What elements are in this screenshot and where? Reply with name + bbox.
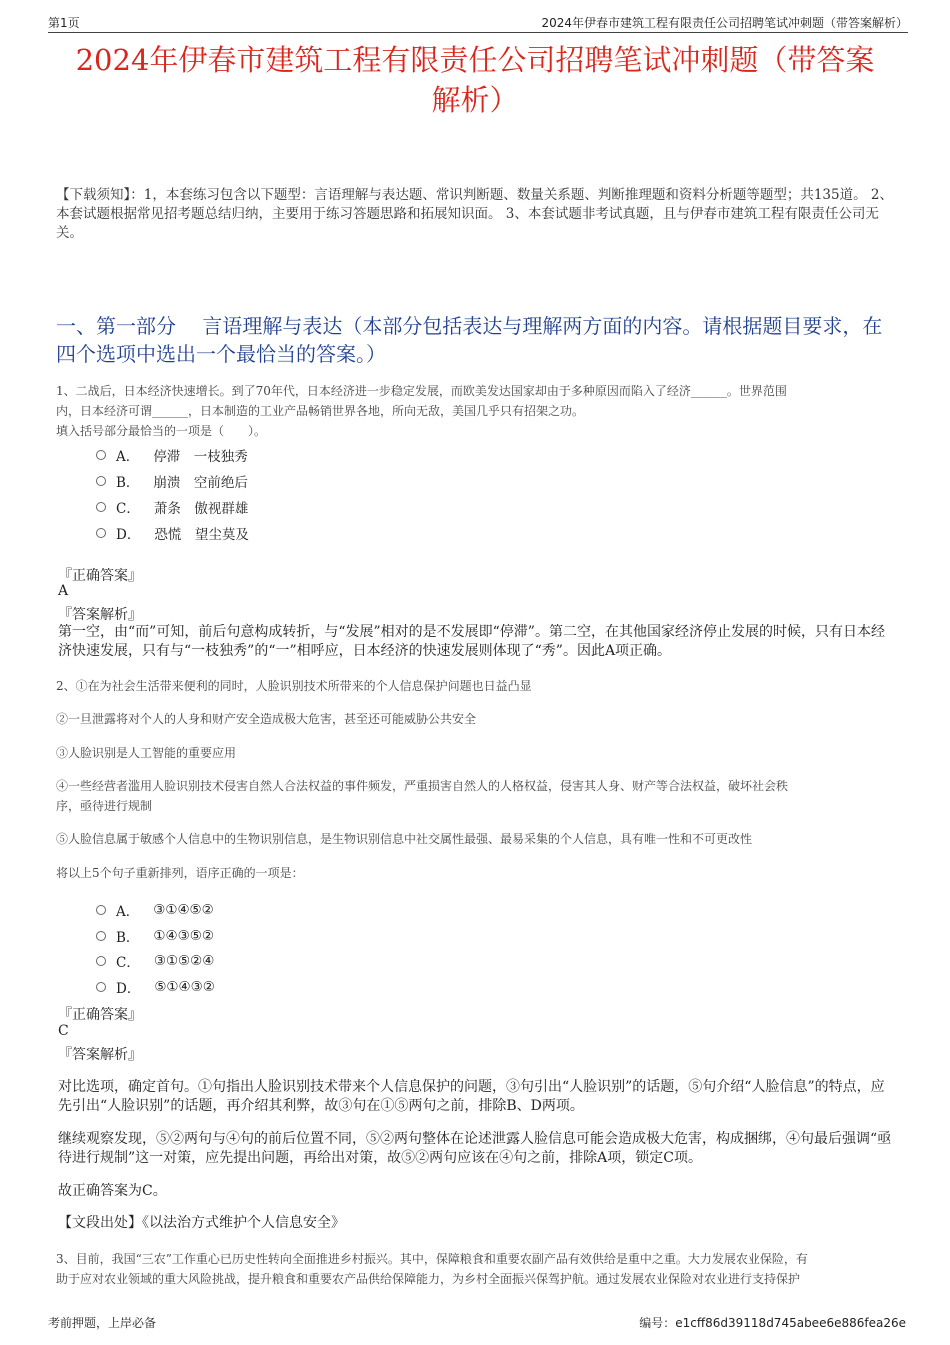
header-doc-title: 2024年伊春市建筑工程有限责任公司招聘笔试冲刺题（带答案解析） bbox=[541, 16, 908, 30]
q1-option-d[interactable]: D． 恐慌 望尘莫及 bbox=[96, 523, 249, 543]
q1-answer: A bbox=[58, 583, 69, 599]
q2-option-c[interactable]: C． ③①⑤②④ bbox=[96, 951, 214, 971]
q1-answer-label: 『正确答案』 bbox=[58, 568, 142, 584]
q2-option-a[interactable]: A． ③①④⑤② bbox=[96, 900, 214, 920]
header-page-number: 第1页 bbox=[48, 16, 80, 30]
radio-icon[interactable] bbox=[96, 905, 106, 915]
q2-sentence-3: ③人脸识别是人工智能的重要应用 bbox=[56, 746, 237, 760]
q3-stem-line1: 3、目前，我国“三农”工作重心已历史性转向全面推进乡村振兴。其中，保障粮食和重要农副产品有效供给是重中之重。大力发展农业保险，有 bbox=[56, 1252, 808, 1266]
q1-stem-line2: 内，日本经济可谓______，日本制造的工业产品畅销世界各地，所向无敌，美国几乎只有招架之功。 bbox=[56, 404, 585, 418]
q2-analysis-p2: 继续观察发现，⑤②两句与④句的前后位置不同，⑤②两句整体在论述泄露人脸信息可能会造成极大危害，构成捆绑，④句最后强调“亟待进行规制”这一对策，应先提出问题，再给出对策，故⑤②两句应该在④句之前，排除A项，锁定C项。 bbox=[58, 1131, 892, 1166]
q2-sentence-4-line2: 序，亟待进行规制 bbox=[56, 799, 153, 813]
q2-answer: C bbox=[58, 1023, 69, 1039]
q1-analysis: 第一空，由“而”可知，前后句意构成转折，与“发展”相对的是不发展即“停滞”。第二空，在其他国家经济停止发展的时候，只有日本经济快速发展，只有与“一枝独秀”的“一”相呼应，日本经济的快速发展则体现了“秀”。因此A项正确。 bbox=[58, 624, 885, 659]
download-notice: 【下载须知】：1，本套练习包含以下题型：言语理解与表达题、常识判断题、数量关系题、判断推理题和资料分析题等题型；共135道。 2、本套试题根据常见招考题总结归纳，主要用于练习答题思路和拓展知识面。 3、本套试题非考试真题，且与伊春市建筑工程有限责任公司无关。 bbox=[56, 187, 893, 241]
q2-option-b[interactable]: B． ①④③⑤② bbox=[96, 926, 214, 946]
q2-analysis-p1: 对比选项，确定首句。①句指出人脸识别技术带来个人信息保护的问题，③句引出“人脸识别”的话题，⑤句介绍“人脸信息”的特点，应先引出“人脸识别”的话题，再介绍其利弊，故③句在①⑤两句之前，排除B、D两项。 bbox=[58, 1079, 885, 1114]
radio-icon[interactable] bbox=[96, 450, 106, 460]
q2-source: 【文段出处】《以法治方式维护个人信息安全》 bbox=[58, 1215, 345, 1231]
q2-option-d[interactable]: D． ⑤①④③② bbox=[96, 977, 215, 997]
header-divider bbox=[48, 32, 908, 33]
q2-prompt: 将以上5个句子重新排列，语序正确的一项是： bbox=[56, 866, 304, 880]
radio-icon[interactable] bbox=[96, 502, 106, 512]
radio-icon[interactable] bbox=[96, 931, 106, 941]
page-title bbox=[40, 40, 910, 120]
q1-option-a[interactable]: A． 停滞 一枝独秀 bbox=[96, 445, 248, 465]
q1-option-b[interactable]: B． 崩溃 空前绝后 bbox=[96, 471, 248, 491]
q2-sentence-2: ②一旦泄露将对个人的人身和财产安全造成极大危害，甚至还可能威胁公共安全 bbox=[56, 712, 477, 726]
page-title-line1: 2024年伊春市建筑工程有限责任公司招聘笔试冲刺题（带答案 bbox=[75, 43, 875, 77]
footer-doc-id: 编号：e1cff86d39118d745abee6e886fea26e bbox=[639, 1316, 906, 1330]
radio-icon[interactable] bbox=[96, 982, 106, 992]
q3-stem-line2: 助于应对农业领域的重大风险挑战，提升粮食和重要农产品供给保障能力，为乡村全面振兴保驾护航。通过发展农业保险对农业进行支持保护 bbox=[56, 1272, 801, 1286]
q2-answer-label: 『正确答案』 bbox=[58, 1007, 142, 1023]
q2-sentence-5: ⑤人脸信息属于敏感个人信息中的生物识别信息，是生物识别信息中社交属性最强、最易采集的个人信息，具有唯一性和不可更改性 bbox=[56, 832, 753, 846]
q2-sentence-4-line1: ④一些经营者滥用人脸识别技术侵害自然人合法权益的事件频发，严重损害自然人的人格权益，侵害其人身、财产等合法权益，破坏社会秩 bbox=[56, 779, 789, 793]
radio-icon[interactable] bbox=[96, 476, 106, 486]
radio-icon[interactable] bbox=[96, 528, 106, 538]
footer-slogan: 考前押题，上岸必备 bbox=[48, 1316, 157, 1330]
page-title-line2: 解析） bbox=[431, 83, 519, 117]
q2-analysis-label: 『答案解析』 bbox=[58, 1047, 142, 1063]
q1-stem-line3: 填入括号部分最恰当的一项是（ ）。 bbox=[56, 424, 267, 438]
q1-analysis-label: 『答案解析』 bbox=[58, 607, 142, 623]
q2-sentence-1: 2、①在为社会生活带来便利的同时，人脸识别技术所带来的个人信息保护问题也日益凸显 bbox=[56, 679, 532, 693]
q1-option-c[interactable]: C． 萧条 傲视群雄 bbox=[96, 497, 248, 517]
radio-icon[interactable] bbox=[96, 956, 106, 966]
section-heading: 一、第一部分 言语理解与表达（本部分包括表达与理解两方面的内容。请根据题目要求，在四个选项中选出一个最恰当的答案。） bbox=[56, 314, 883, 366]
q2-analysis-p3: 故正确答案为C。 bbox=[58, 1183, 167, 1199]
q1-stem-line1: 1、二战后，日本经济快速增长。到了70年代，日本经济进一步稳定发展，而欧美发达国家却由于多种原因而陷入了经济______。世界范围 bbox=[56, 384, 787, 398]
